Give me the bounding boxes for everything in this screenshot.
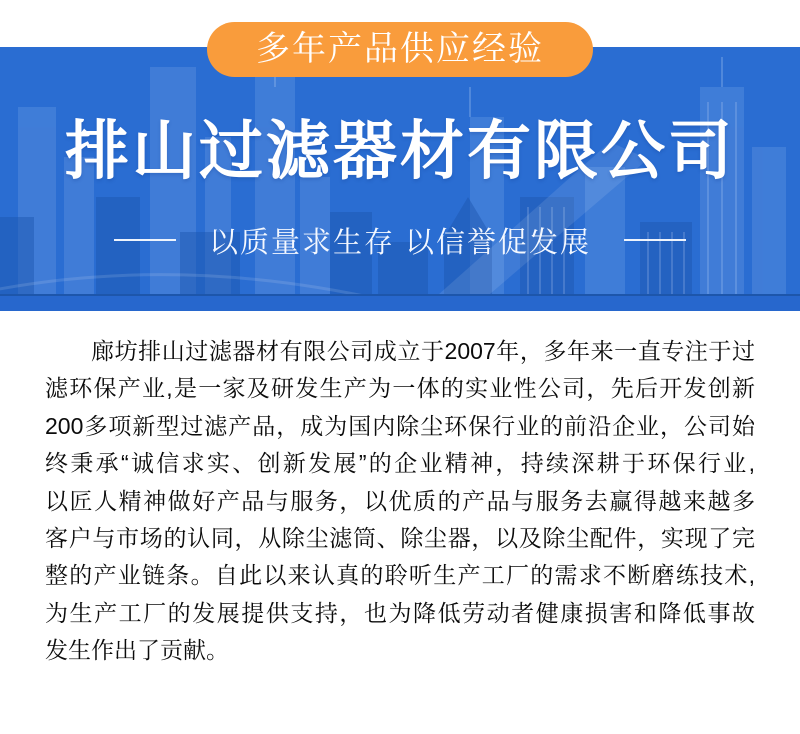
intro-paragraph-line: 终秉承“诚信求实、创新发展”的企业精神，持续深耕于环保行业, bbox=[45, 450, 755, 477]
intro-paragraph-line: 为生产工厂的发展提供支持，也为降低劳动者健康损害和降低事故 bbox=[45, 599, 755, 626]
intro-paragraph-line: 廊坊排山过滤器材有限公司成立于2007年，多年来一直专注于过 bbox=[91, 338, 755, 364]
company-title: 排山过滤器材有限公司 bbox=[65, 115, 735, 187]
slogan-row bbox=[0, 217, 800, 263]
intro-paragraph-line: 200多项新型过滤产品，成为国内除尘环保行业的前沿企业，公司始 bbox=[45, 412, 755, 439]
slogan-divider-right bbox=[624, 239, 686, 241]
banner-bottom-strip bbox=[0, 294, 800, 311]
promo-badge: 多年产品供应经验 bbox=[207, 22, 593, 77]
intro-paragraph-line: 发生作出了贡献。 bbox=[45, 637, 229, 664]
intro-paragraph-line: 以匠人精神做好产品与服务，以优质的产品与服务去赢得越来越多 bbox=[45, 487, 755, 514]
intro-paragraph-line: 滤环保产业,是一家及研发生产为一体的实业性公司，先后开发创新 bbox=[45, 375, 755, 402]
intro-paragraph-line: 客户与市场的认同，从除尘滤筒、除尘器，以及除尘配件，实现了完 bbox=[45, 524, 755, 551]
hero-banner bbox=[0, 47, 800, 311]
slogan-text: 以质量求生存 以信誉促发展 bbox=[208, 226, 592, 259]
intro-paragraph bbox=[45, 333, 755, 670]
intro-paragraph-line: 整的产业链条。自此以来认真的聆听生产工厂的需求不断磨练技术, bbox=[45, 562, 755, 589]
slogan-divider-left bbox=[114, 239, 176, 241]
